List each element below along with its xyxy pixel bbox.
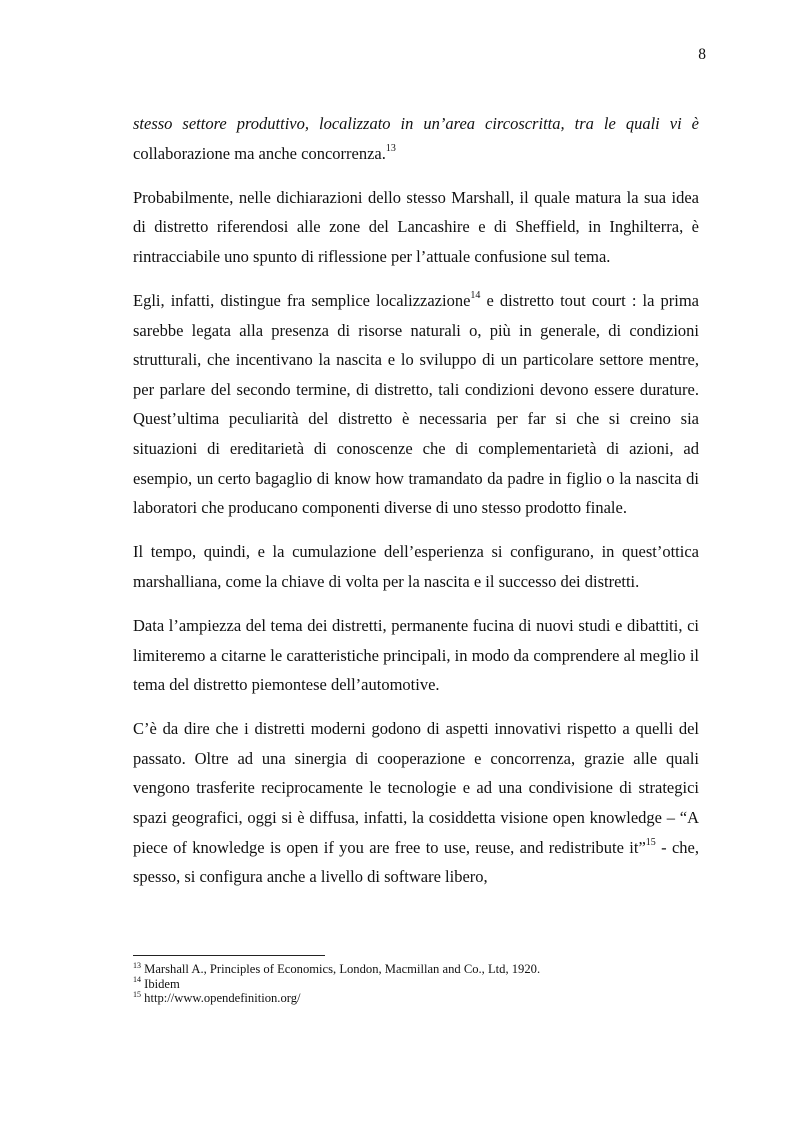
paragraph-3: [133, 286, 699, 523]
paragraph-text: Probabilmente, nelle dichiarazioni dello stesso Marshall, il quale matura la sua idea di distretto riferendosi alle zone del Lancashire e di Sheffield, in Inghilterra, è rintracciabile uno spunto di riflessione per l’attuale confusione sul tema.: [133, 187, 699, 266]
paragraph-5: [133, 611, 699, 700]
paragraph-text: - che, spesso, si configura anche a livello di software libero,: [133, 837, 699, 887]
paragraph-text: C’è da dire che i distretti moderni godono di aspetti innovativi rispetto a quelli del passato. Oltre ad una sinergia di cooperazione e concorrenza, grazie alle quali vengono trasferite reciprocamente le tecnologie e ad una condivisione di strategici spazi geografici, oggi si è diffusa, infatti, la cosiddetta visione open knowledge – “A piece of knowledge is open if you are free to use, reuse, and redistribute it”: [133, 719, 699, 857]
paragraph-4: [133, 537, 699, 596]
paragraph-text: collaborazione ma anche concorrenza.: [133, 143, 386, 163]
footnote-number: 14: [133, 975, 141, 985]
paragraph-text: Data l’ampiezza del tema dei distretti, permanente fucina di nuovi studi e dibattiti, ci limiteremo a citarne le caratteristiche principali, in modo da comprendere al meglio il tema del distretto piemontese dell’automotive.: [133, 615, 699, 695]
paragraph-6: [133, 714, 699, 892]
footnote-14: [133, 977, 699, 992]
footnote-13: [133, 962, 699, 977]
footnote-15: [133, 991, 699, 1006]
footnote-ref-14[interactable]: 14: [470, 290, 481, 302]
paragraph-1: [133, 109, 699, 168]
footnote-ref-13[interactable]: 13: [385, 143, 396, 155]
footnote-separator: [133, 955, 325, 956]
footnotes: [133, 962, 699, 1006]
paragraph-text: Il tempo, quindi, e la cumulazione dell’esperienza si configurano, in quest’ottica marshalliana, come la chiave di volta per la nascita e il successo dei distretti.: [133, 542, 699, 591]
paragraph-text: Egli, infatti, distingue fra semplice localizzazione: [133, 290, 471, 310]
footnote-number: 13: [133, 960, 141, 970]
footnote-number: 15: [133, 989, 141, 999]
body-text: [133, 109, 699, 906]
footnote-text: Marshall A., Principles of Economics, London, Macmillan and Co., Ltd, 1920.: [141, 962, 541, 976]
page-number: 8: [698, 46, 706, 63]
footnote-text[interactable]: http://www.opendefinition.org/: [141, 991, 301, 1005]
footnote-ref-15[interactable]: 15: [645, 837, 656, 849]
paragraph-text: e distretto tout court : la prima sarebbe legata alla presenza di risorse naturali o, più in generale, di condizioni strutturali, che incentivano la nascita e lo sviluppo di un particolare settore mentre, per parlare del secondo termine, di distretto, tali condizioni devono essere durature. Quest’ultima peculiarità del distretto è necessaria per far si che si creino sia situazioni di ereditarietà di conoscenze che di complementarietà di azioni, ad esempio, un certo bagaglio di know how tramandato da padre in figlio o la nascita di laboratori che producano componenti diverse di uno stesso prodotto finale.: [133, 290, 699, 518]
footnote-text: Ibidem: [141, 976, 180, 991]
italic-fragment: stesso settore produttivo, localizzato in un’area circoscritta, tra le quali vi è: [133, 114, 699, 133]
paragraph-2: [133, 183, 699, 272]
